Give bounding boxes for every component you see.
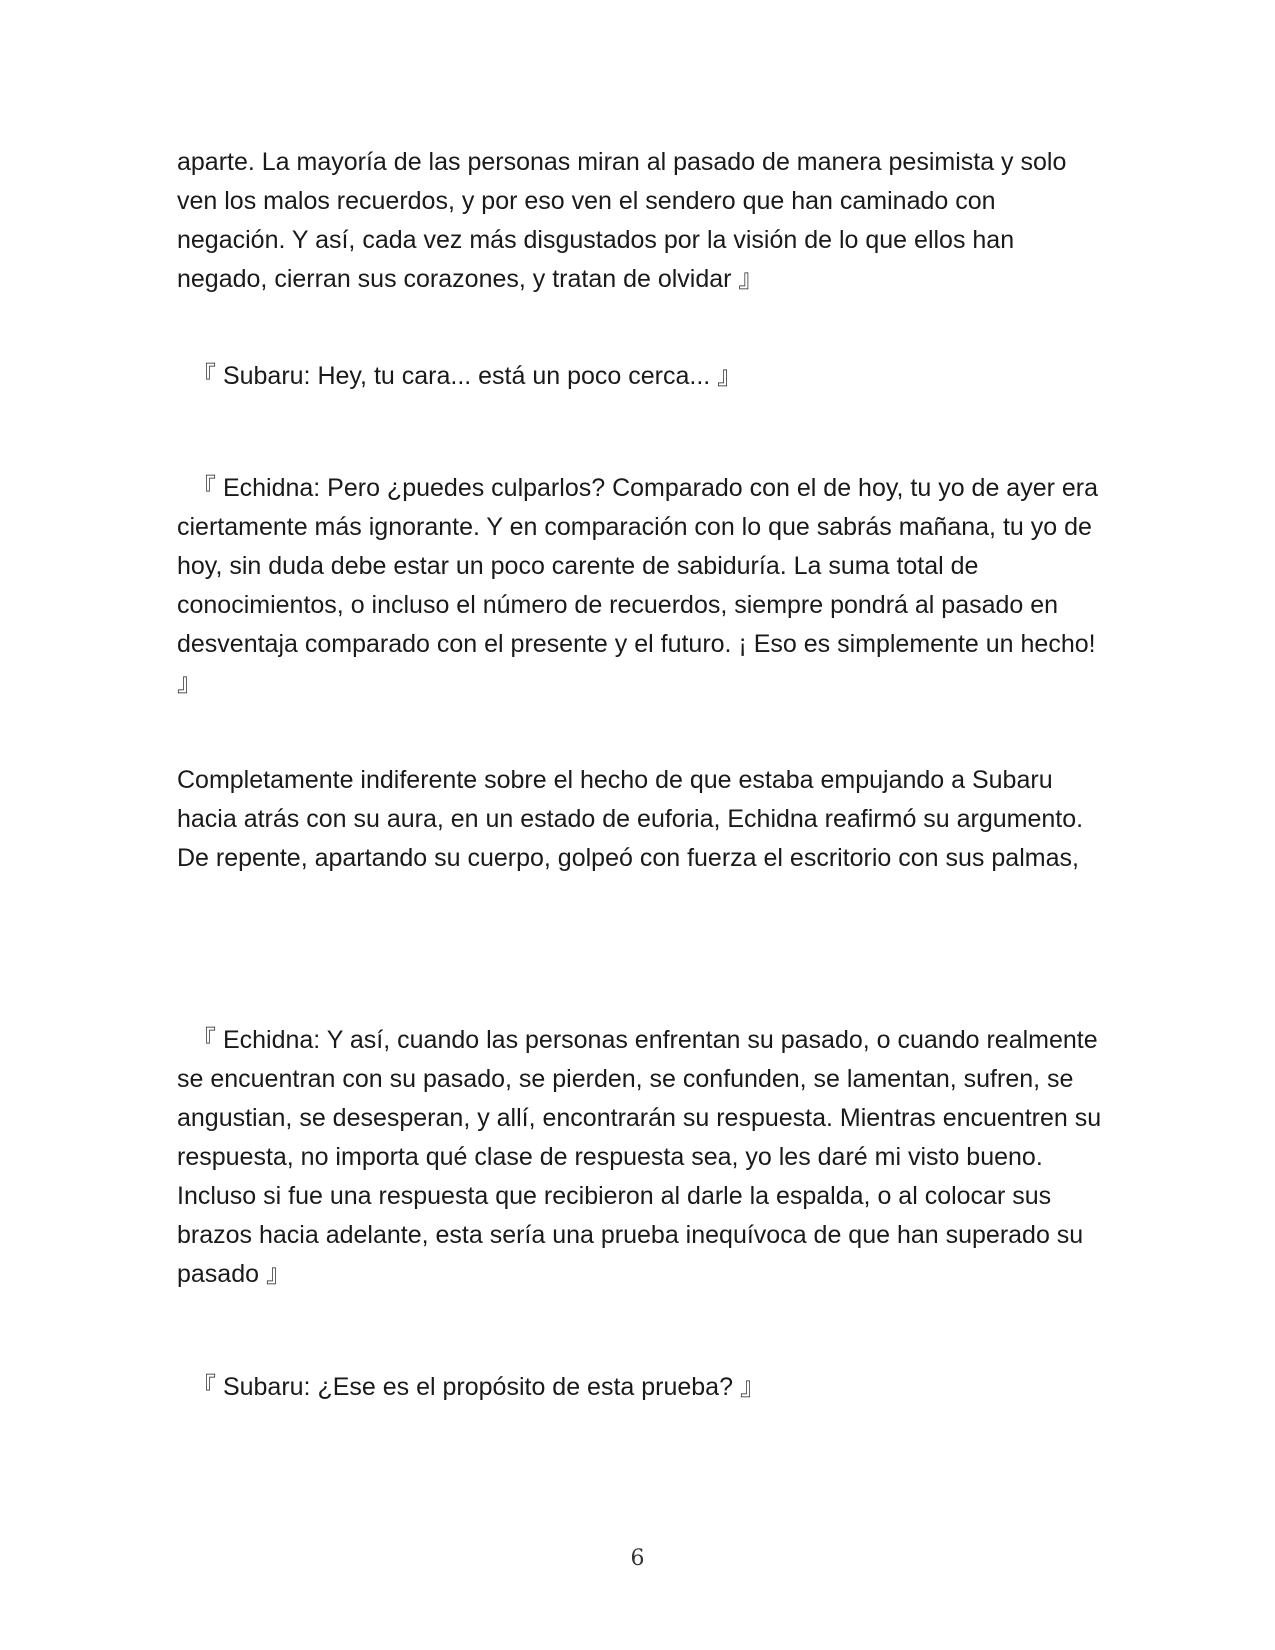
page-number: 6: [630, 1546, 645, 1571]
paragraph-narration-2: Completamente indiferente sobre el hecho de que estaba empujando a Subaru hacia atrás con su aura, en un estado de euforia, Echidna reafirmó su argumento. De repente, apartando su cuerpo, golpeó con fuerza el escritorio con sus palmas,: [177, 766, 1084, 872]
paragraph-dialogue-subaru-1: 『 Subaru: Hey, tu cara... está un poco cerca... 』: [191, 362, 743, 390]
paragraph-dialogue-echidna-2: 『 Echidna: Y así, cuando las personas enfrentan su pasado, o cuando realmente se encuentran con su pasado, se pierden, se confunden, se lamentan, sufren, se angustian, se desesperan, y allí, encontrarán su respuesta. Mientras encuentren su respuesta, no importa qué clase de respuesta sea, yo les daré mi visto bueno. Incluso si fue una respuesta que recibieron al darle la espalda, o al colocar sus brazos hacia adelante, esta sería una prueba inequívoca de que han superado su pasado 』: [177, 1026, 1102, 1288]
paragraph-narration-1: aparte. La mayoría de las personas miran al pasado de manera pesimista y solo ven los malos recuerdos, y por eso ven el sendero que han caminado con negación. Y así, cada vez más disgustados por la visión de lo que ellos han negado, cierran sus corazones, y tratan de olvidar 』: [177, 148, 1067, 293]
paragraph-dialogue-subaru-2: 『 Subaru: ¿Ese es el propósito de esta prueba? 』: [191, 1373, 765, 1401]
paragraph-dialogue-echidna-1: 『 Echidna: Pero ¿puedes culparlos? Comparado con el de hoy, tu yo de ayer era ciertamente más ignorante. Y en comparación con lo que sabrás mañana, tu yo de hoy, sin duda debe estar un poco carente de sabiduría. La suma total de conocimientos, o incluso el número de recuerdos, siempre pondrá al pasado en desventaja comparado con el presente y el futuro. ¡ Eso es simplemente un hecho! 』: [177, 474, 1099, 697]
